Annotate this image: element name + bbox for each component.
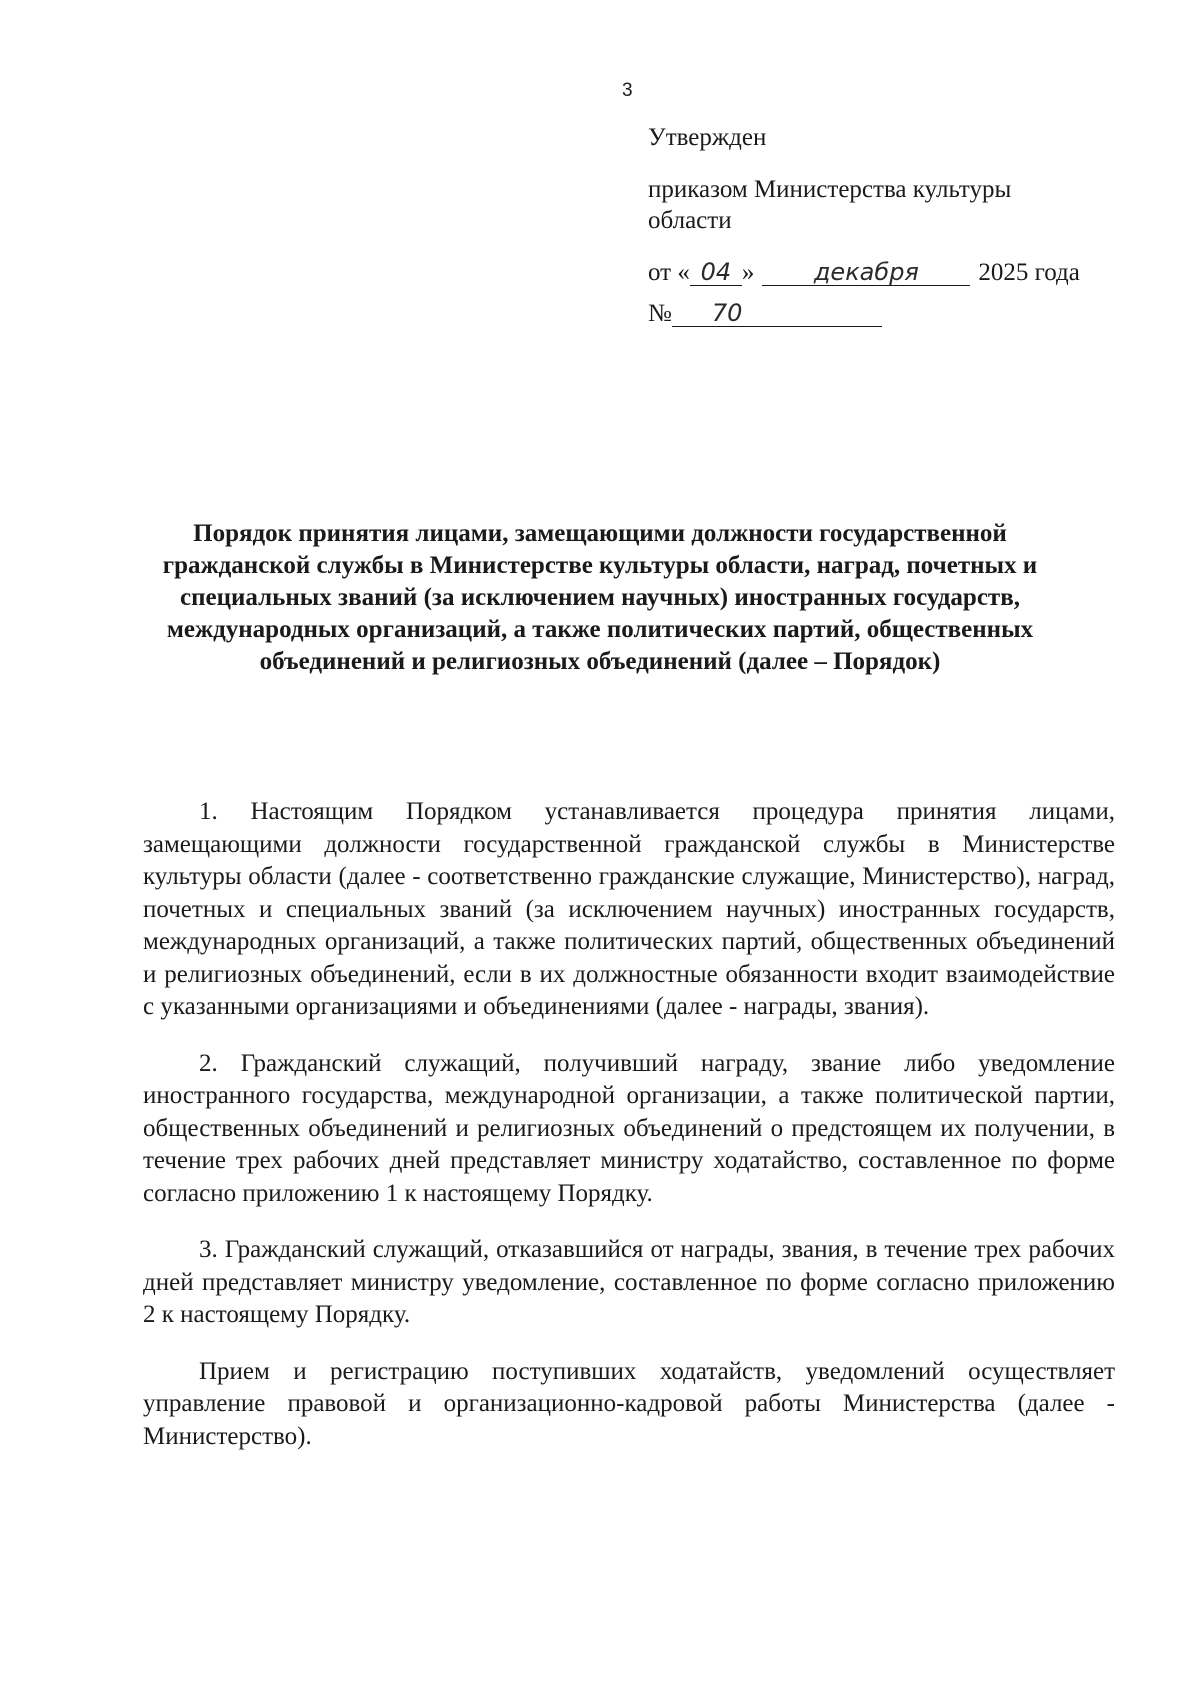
order-number-field: 70 bbox=[672, 300, 882, 327]
document-title: Порядок принятия лицами, замещающими должности государственной гражданской службы в Министерстве культуры области, наград, почетных и специальных званий (за исключением научных) иностранных государств, международных организаций, а также политических партий, общественных объединений и религиозных объединений (далее – Порядок) bbox=[162, 520, 1038, 675]
approval-region-line: области bbox=[648, 207, 732, 234]
date-prefix: от « bbox=[648, 259, 690, 286]
paragraph-2: 2. Гражданский служащий, получивший награду, звание либо уведомление иностранного государства, международной организации, а также политической партии, общественных объединений и религиозных объединений о предстоящем их получении, в течение трех рабочих дней представляет министру ходатайство, составленное по форме согласно приложению 1 к настоящему Порядку. bbox=[143, 1049, 1115, 1207]
paragraph-3: 3. Гражданский служащий, отказавшийся от награды, звания, в течение трех рабочих дней представляет министру уведомление, составленное по форме согласно приложению 2 к настоящему Порядку. bbox=[143, 1236, 1115, 1328]
date-day-close: » bbox=[741, 259, 755, 286]
date-day-field: 04 bbox=[690, 259, 742, 286]
approval-label: Утвержден bbox=[648, 124, 767, 151]
page-number: 3 bbox=[622, 80, 633, 101]
approval-number-line bbox=[648, 298, 1118, 329]
document-body bbox=[143, 796, 1115, 1477]
number-prefix: № bbox=[648, 300, 672, 327]
date-month-field: декабря bbox=[762, 259, 970, 286]
paragraph-1: 1. Настоящим Порядком устанавливается процедура принятия лицами, замещающими должности государственной гражданской службы в Министерстве культуры области (далее - соответственно гражданские служащие, Министерство), наград, почетных и специальных званий (за исключением научных) иностранных государств, международных организаций, а также политических партий, общественных объединений и религиозных объединений, если в их должностные обязанности входит взаимодействие с указанными организациями и объединениями (далее - награды, звания). bbox=[143, 798, 1115, 1020]
approval-order-line: приказом Министерства культуры bbox=[648, 176, 1012, 203]
date-year: 2025 года bbox=[978, 259, 1080, 286]
paragraph-4: Прием и регистрацию поступивших ходатайств, уведомлений осуществляет управление правовой и организационно-кадровой работы Министерства (далее - Министерство). bbox=[143, 1357, 1115, 1450]
approval-block bbox=[648, 122, 1118, 329]
approval-date-line bbox=[648, 257, 1118, 288]
